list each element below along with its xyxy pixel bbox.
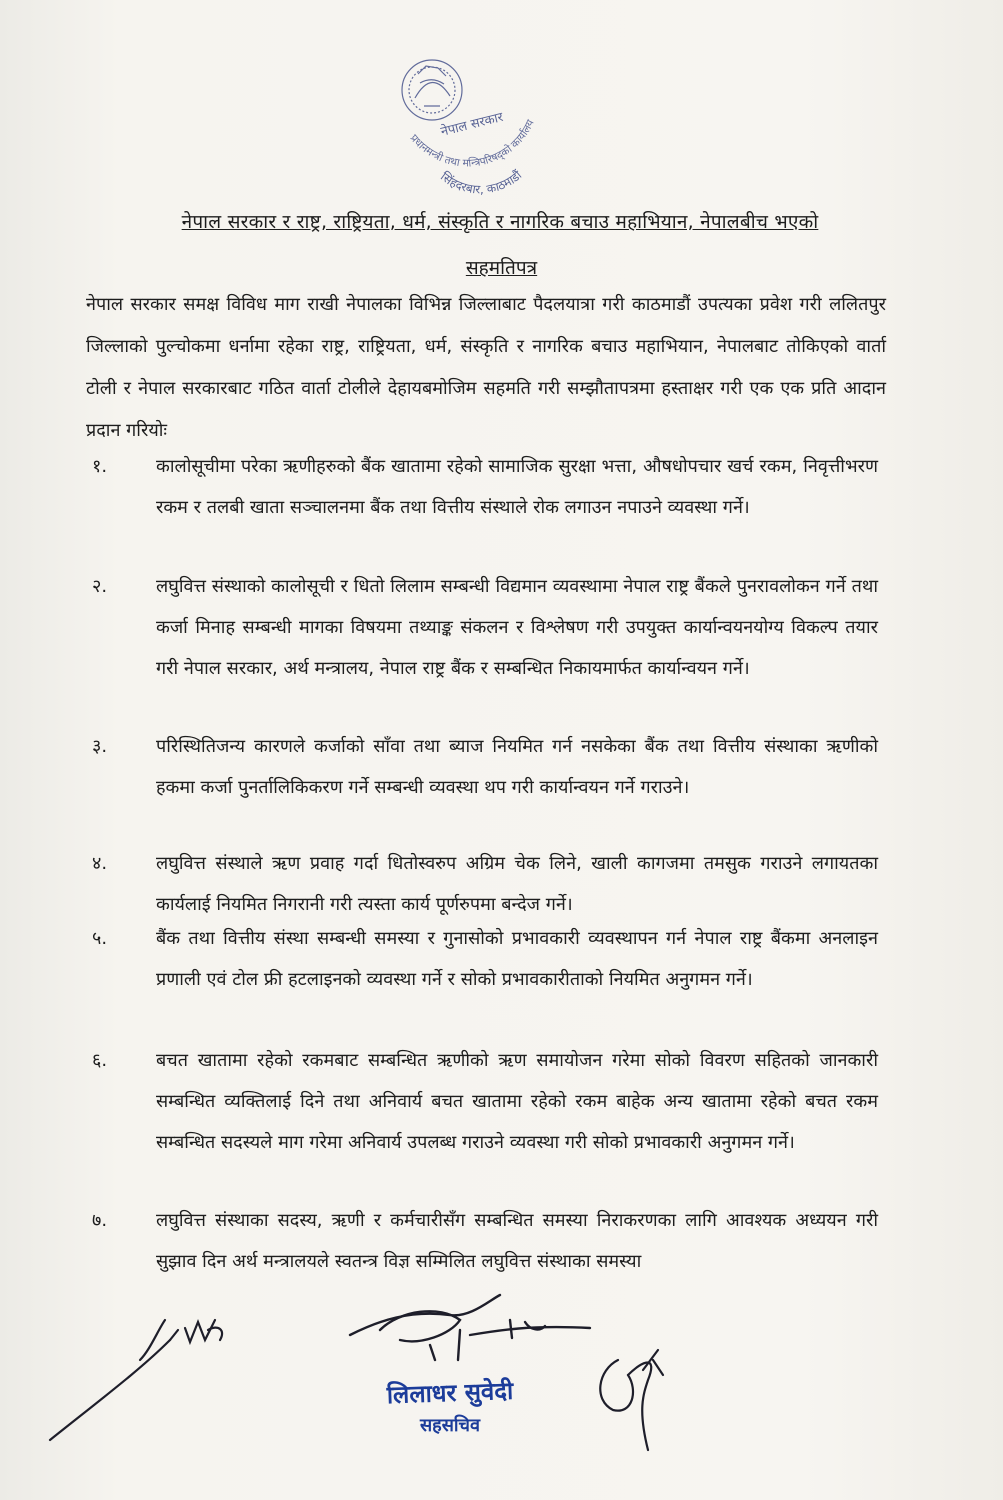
- seal-text-top: नेपाल सरकार: [439, 109, 505, 140]
- signatory-title-stamp: सहसचिव: [420, 1415, 480, 1436]
- signature-area: [0, 1290, 1003, 1490]
- list-item-text: परिस्थितिजन्य कारणले कर्जाको साँवा तथा ब्याज नियमित गर्न नसकेका बैंक तथा वित्तीय संस्थाका ऋणीको हकमा कर्जा पुनर्तालिकिकरण गर्ने सम्बन्धी व्यवस्था थप गरी कार्यान्वयन गर्ने गराउने।: [156, 736, 878, 798]
- document-title: नेपाल सरकार र राष्ट्र, राष्ट्रियता, धर्म, संस्कृति र नागरिक बचाउ महाभियान, नेपालबीच भएको: [181, 211, 819, 233]
- list-item-number: ३.: [92, 736, 108, 757]
- list-item-number: १.: [92, 456, 108, 477]
- intro-paragraph: नेपाल सरकार समक्ष विविध माग राखी नेपालका विभिन्न जिल्लाबाट पैदलयात्रा गरी काठमाडौं उपत्यका प्रवेश गरी ललितपुर जिल्लाको पुल्चोकमा धर्नामा रहेका राष्ट्र, राष्ट्रियता, धर्म, संस्कृति र नागरिक बचाउ महाभियान, नेपालबाट तोकिएको वार्ता टोली र नेपाल सरकारबाट गठित वार्ता टोलीले देहायबमोजिम सहमति गरी सम्झौतापत्रमा हस्ताक्षर गरी एक एक प्रति आदान प्रदान गरियोः: [86, 294, 886, 441]
- list-item-number: ४.: [92, 853, 108, 874]
- signature-right-icon: [588, 1340, 678, 1460]
- list-item-text: बचत खातामा रहेको रकमबाट सम्बन्धित ऋणीको ऋण समायोजन गरेमा सोको विवरण सहितको जानकारी सम्बन्धित व्यक्तिलाई दिने तथा अनिवार्य बचत खातामा रहेको रकम बाहेक अन्य खातामा रहेको बचत रकम सम्बन्धित सदस्यले माग गरेमा अनिवार्य उपलब्ध गराउने व्यवस्था गरी सोको प्रभावकारी अनुगमन गर्ने।: [156, 1050, 878, 1153]
- list-item-text: लघुवित्त संस्थाको कालोसूची र धितो लिलाम सम्बन्धी विद्यमान व्यवस्थामा नेपाल राष्ट्र बैंकले पुनरावलोकन गर्ने तथा कर्जा मिनाह सम्बन्धी मागका विषयमा तथ्याङ्क संकलन र विश्लेषण गरी उपयुक्त कार्यान्वयनयोग्य विकल्प तयार गरी नेपाल सरकार, अर्थ मन्त्रालय, नेपाल राष्ट्र बैंक र सम्बन्धित निकायमार्फत कार्यान्वयन गर्ने।: [156, 576, 878, 679]
- list-item-number: २.: [92, 576, 108, 597]
- signature-center-icon: [340, 1290, 600, 1380]
- list-item-text: बैंक तथा वित्तीय संस्था सम्बन्धी समस्या र गुनासोको प्रभावकारी व्यवस्थापन गर्न नेपाल राष्ट्र बैंकमा अनलाइन प्रणाली एवं टोल फ्री हटलाइनको व्यवस्था गर्ने र सोको प्रभावकारीताको नियमित अनुगमन गर्ने।: [156, 928, 878, 990]
- list-item-number: ५.: [92, 928, 108, 949]
- signatory-name-stamp: लिलाधर सुवेदी: [386, 1376, 514, 1410]
- document-subtitle: सहमतिपत्र: [465, 257, 538, 279]
- list-item-text: लघुवित्त संस्थाले ऋण प्रवाह गर्दा धितोस्वरुप अग्रिम चेक लिने, खाली कागजमा तमसुक गराउने लगायतका कार्यलाई नियमित निगरानी गरी त्यस्ता कार्य पूर्णरुपमा बन्देज गर्ने।: [156, 853, 878, 915]
- list-item-text: कालोसूचीमा परेका ऋणीहरुको बैंक खातामा रहेको सामाजिक सुरक्षा भत्ता, औषधोपचार खर्च रकम, निवृत्तीभरण रकम र तलबी खाता सञ्चालनमा बैंक तथा वित्तीय संस्थाले रोक लगाउन नपाउने व्यवस्था गर्ने।: [156, 456, 878, 518]
- seal-text-mid: प्रधानमन्त्री तथा मन्त्रिपरिषद्‍को कार्यालय: [407, 117, 537, 170]
- list-item-number: ७.: [92, 1210, 108, 1231]
- government-seal-icon: [380, 28, 565, 198]
- list-item-number: ६.: [92, 1050, 108, 1071]
- seal-text-bottom: सिंहदरबार, काठमाडौं: [437, 167, 525, 197]
- list-item-text: लघुवित्त संस्थाका सदस्य, ऋणी र कर्मचारीसँग सम्बन्धित समस्या निराकरणका लागि आवश्यक अध्ययन गरी सुझाव दिन अर्थ मन्त्रालयले स्वतन्त्र विज्ञ सम्मिलित लघुवित्त संस्थाका समस्या: [156, 1210, 878, 1272]
- signature-left-icon: [40, 1300, 280, 1450]
